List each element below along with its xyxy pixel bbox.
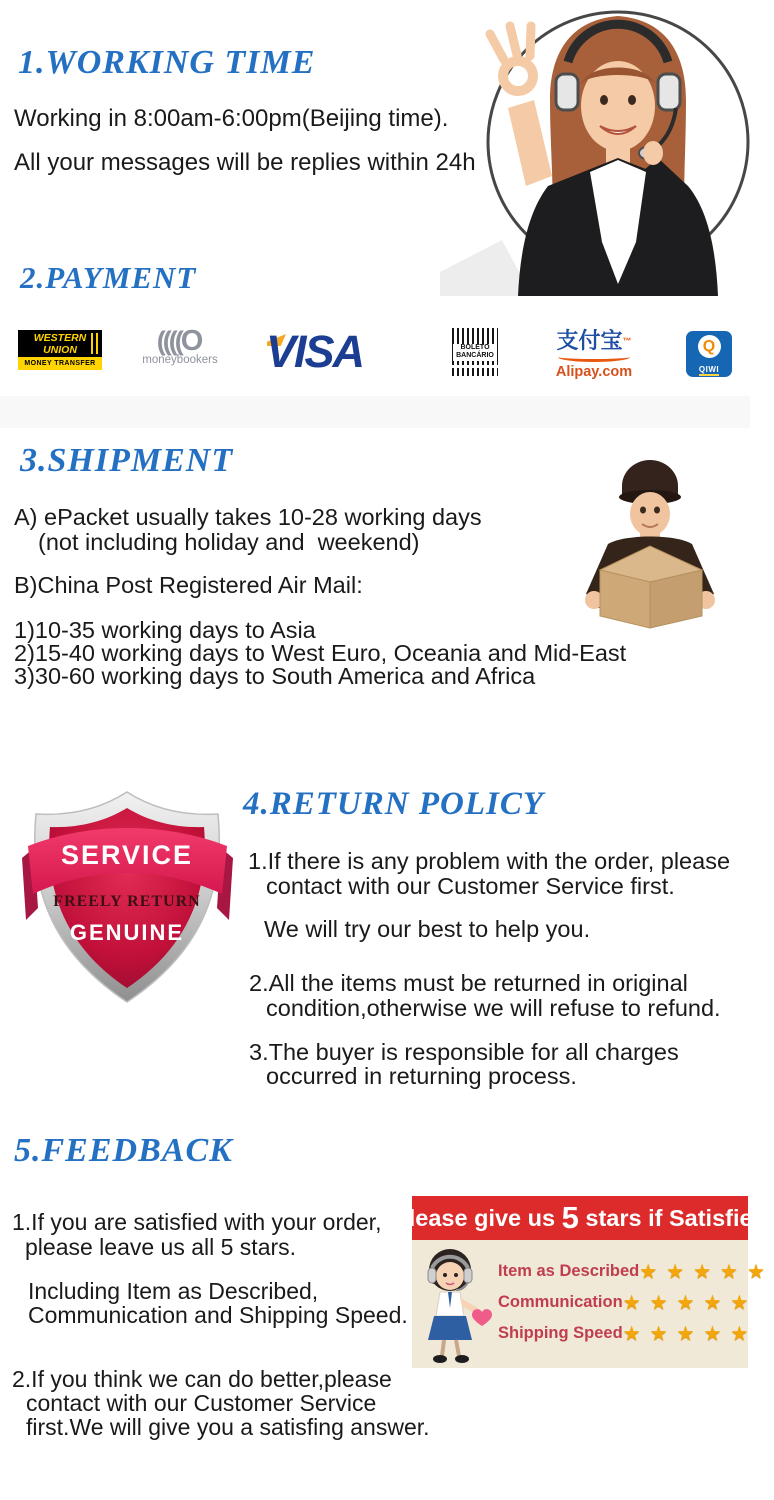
five-stars-banner [393, 1196, 767, 1240]
western-union-line2: UNION [43, 344, 77, 357]
boleto-gap [452, 365, 498, 368]
shipment-line-2: 2)15-40 working days to West Euro, Oceania and Mid-East [14, 640, 627, 666]
working-time-line2: All your messages will be replies within 24h [14, 149, 476, 176]
rating-label: Communication [498, 1293, 623, 1311]
rating-rows [498, 1256, 774, 1349]
shield-bottom-text: GENUINE [69, 920, 185, 945]
working-time-line1: Working in 8:00am-6:00pm(Beijing time). [14, 105, 449, 132]
rating-row [498, 1318, 758, 1349]
western-union-wordmark [18, 330, 102, 357]
return-policy-heading: 4.RETURN POLICY [243, 786, 545, 822]
qiwi-q-icon: Q [698, 335, 721, 358]
moneybookers-arcs-icon [140, 326, 220, 356]
banner-prefix: Please give us [393, 1204, 562, 1231]
divider-band [0, 396, 750, 428]
shipment-line-b: B)China Post Registered Air Mail: [14, 572, 363, 598]
shield-band-text: SERVICE [60, 840, 194, 870]
feedback-item3-line3: first.We will give you a satisfing answer. [26, 1414, 430, 1440]
return-item2-line1: 2.All the items must be returned in original [249, 970, 688, 996]
feedback-item2-line2: Communication and Shipping Speed. [28, 1302, 408, 1328]
return-item3-line2: occurred in returning process. [266, 1063, 577, 1089]
return-item1-line1: 1.If there is any problem with the order, please [248, 848, 731, 874]
shipment-heading: 3.SHIPMENT [20, 442, 234, 479]
banner-number: 5 [561, 1200, 579, 1235]
photo-shadow [440, 240, 532, 296]
support-girl-illustration [416, 1246, 498, 1364]
working-time-heading: 1.WORKING TIME [18, 44, 316, 81]
return-item1-note: We will try our best to help you. [264, 916, 591, 942]
shipment-line-a1: A) ePacket usually takes 10-28 working days [14, 504, 482, 530]
feedback-item1-line2: please leave us all 5 stars. [25, 1234, 297, 1260]
western-union-banner: MONEY TRANSFER [18, 357, 102, 370]
rating-row [498, 1287, 758, 1318]
delivery-man-photo [552, 448, 747, 648]
alipay-cn-text: 支付宝 [556, 328, 623, 353]
heart-icon [472, 1309, 492, 1326]
moneybookers-logo [140, 326, 220, 366]
boleto-line1: BOLETO [460, 344, 490, 351]
star-icons: ★★★★★ [622, 1292, 758, 1314]
qiwi-label: QIWI [698, 365, 720, 374]
star-icons: ★★★★★ [639, 1261, 774, 1283]
return-item3-line1: 3.The buyer is responsible for all charges [249, 1039, 679, 1065]
banner-suffix: stars if Satisfied [578, 1204, 767, 1231]
qiwi-logo [686, 331, 732, 377]
moneybookers-arcs: (((( [156, 326, 181, 356]
five-stars-body [412, 1240, 774, 1368]
alipay-swoosh-icon [558, 352, 630, 362]
feedback-item1-line1: 1.If you are satisfied with your order, [12, 1209, 382, 1235]
shipment-line-a2: (not including holiday and weekend) [38, 529, 420, 555]
shield-middle-text: FREELY RETURN [53, 893, 201, 910]
return-item2-line2: condition,otherwise we will refuse to refund. [266, 995, 721, 1021]
feedback-item3-line2: contact with our Customer Service [26, 1390, 377, 1416]
five-stars-card [393, 1196, 774, 1368]
feedback-item3-line1: 2.If you think we can do better,please [12, 1366, 392, 1392]
boleto-logo [452, 328, 498, 376]
feedback-heading: 5.FEEDBACK [14, 1132, 233, 1169]
alipay-tm: ™ [622, 336, 632, 346]
moneybookers-circle: O [180, 325, 204, 357]
western-union-logo [18, 330, 102, 370]
visa-wordmark: VISA [266, 326, 364, 377]
boleto-label [453, 344, 497, 361]
visa-logo [266, 326, 382, 376]
western-union-line1: WESTERN [33, 332, 87, 344]
alipay-en-wordmark: Alipay.com [555, 364, 633, 380]
star-icons: ★★★★★ [622, 1323, 758, 1345]
service-shield-badge [20, 788, 235, 1006]
boleto-line2: BANCÁRIO [456, 352, 494, 360]
shipment-line-1: 1)10-35 working days to Asia [14, 617, 316, 643]
moneybookers-label: moneybookers [142, 354, 218, 366]
feedback-item2-line1: Including Item as Described, [28, 1278, 319, 1304]
customer-service-photo [440, 0, 750, 296]
western-union-bars-icon [91, 333, 100, 354]
rating-label: Shipping Speed [498, 1324, 623, 1342]
alipay-logo [548, 330, 640, 380]
payment-heading: 2.PAYMENT [20, 260, 197, 295]
return-item1-line2: contact with our Customer Service first. [266, 873, 675, 899]
alipay-cn-wordmark [548, 330, 640, 352]
shipment-line-3: 3)30-60 working days to South America and Africa [14, 663, 536, 689]
rating-label: Item as Described [498, 1262, 640, 1280]
rating-row [498, 1256, 774, 1287]
